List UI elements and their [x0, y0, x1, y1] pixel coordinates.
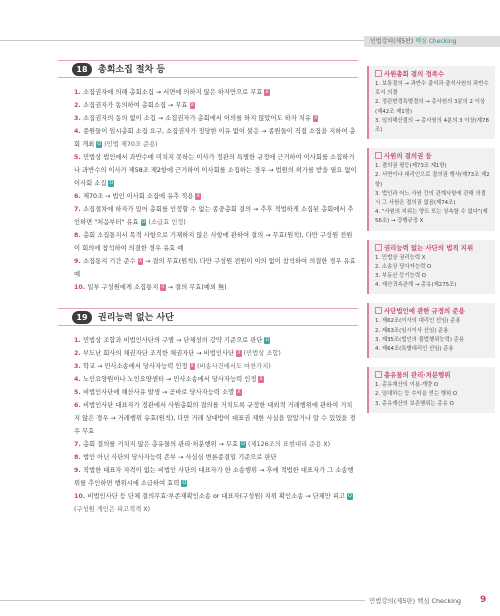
card-item: 1. 결의권 평등(제73조 제1항) — [375, 163, 447, 170]
item-text: 소집통지 기간 준수 — [82, 258, 138, 265]
list-item — [74, 86, 358, 99]
item-text: 비법인사단 등 단체 결의무효·부존재확인소송 or 대표자(구성원) 지위 확인소송 → 단체만 피고 — [87, 493, 347, 500]
correct-mark: O — [109, 180, 114, 186]
correct-mark: O — [241, 441, 246, 447]
header-book: 민법강의(제5판) — [370, 38, 414, 45]
incorrect-mark: X — [190, 102, 194, 108]
card-item: 3. 부동산 등기능력 O — [375, 273, 426, 280]
item-text: 민법상 조합과 비법인사단의 구별 → 단체성의 강약 기준으로 판단 — [82, 337, 265, 344]
list-item — [74, 125, 358, 151]
list-item — [74, 399, 358, 438]
card-item: 1. 민법상 권리능력 X — [375, 254, 426, 261]
item-number: 10. — [74, 284, 88, 291]
card-title-text: 사원의 결의권 등 — [384, 152, 432, 161]
header-rule — [0, 40, 365, 41]
card-item: 2. 정관변경특별결의 → 총사원의 3분의 2 이상(제42조 제1항) — [375, 99, 486, 115]
sidebar-card — [367, 240, 495, 295]
card-item: 1. 보통결의 → 과반수 출석과 출석사원의 과반수로서 의결 — [375, 81, 489, 97]
card-item: 1. 제62조(이사의 대리인 선임) 준용 — [375, 318, 461, 325]
card-title — [375, 69, 491, 80]
correct-mark: O — [141, 219, 146, 225]
item-text: 부도난 회사의 채권자단 조직한 채권자단 → 비법인사단 — [82, 350, 237, 357]
item-number: 8. — [74, 232, 83, 239]
footer-book: 민법강의(제5판) — [369, 597, 416, 605]
incorrect-mark: X — [196, 193, 200, 199]
list-item — [74, 112, 358, 125]
item-number: 7. — [74, 441, 83, 448]
list-item — [74, 99, 358, 112]
item-number: 5. — [74, 154, 83, 161]
item-text: 일부 구성원에게 소집통지 — [87, 284, 161, 291]
section-title: 총회소집 절차 등 — [98, 65, 166, 75]
item-number: 1. — [74, 337, 83, 344]
item-text: 총회 소집통지서 목적 사항으로 기재하지 않은 사항에 관하여 결의 → 무효(원칙), 다만 구성원 전원이 회의에 참석하여 의결한 경우 유효 예 — [74, 232, 353, 252]
sidebar-card — [367, 148, 495, 230]
item-number: 3. — [74, 115, 83, 122]
item-number: 10. — [74, 493, 88, 500]
card-item: 3. 임의해산결의 → 총사원의 4분의 3 이상(제78조) — [375, 117, 489, 134]
item-note: (민법상 조합) — [243, 350, 281, 357]
list-item — [74, 203, 358, 229]
list-item — [74, 386, 358, 399]
sidebar — [367, 66, 495, 422]
item-number: 5. — [74, 389, 83, 396]
item-number: 4. — [74, 376, 83, 383]
card-item: 4. "사원의 지위는 양도 또는 상속할 수 없다"(제56조) → 강행규정 X — [375, 209, 488, 225]
item-note: (비송사건에서도 마찬가지) — [196, 363, 271, 370]
list-item — [74, 373, 358, 386]
list-item — [74, 438, 358, 451]
card-title-text: 사단법인에 관한 규정의 준용 — [384, 307, 465, 316]
card-item: 2. 제63조(임시이사 선임) 준용 — [375, 327, 449, 334]
list-item — [74, 255, 358, 281]
correct-mark: O — [97, 141, 102, 147]
item-list — [58, 86, 358, 294]
item-number: 3. — [74, 363, 83, 370]
top-header-bar — [0, 36, 500, 46]
incorrect-mark: X — [138, 258, 143, 264]
card-item: 2. 서면이나 대리인으로 결의권 행사(제73조 제2항) — [375, 172, 490, 188]
correct-mark: O — [348, 493, 352, 499]
item-note: (구성원 개인은 피고적격 X) — [74, 506, 151, 513]
card-list — [375, 317, 491, 354]
item-number: 9. — [74, 258, 83, 265]
card-list — [375, 80, 491, 135]
incorrect-mark: X — [265, 89, 269, 95]
checkbox-icon — [375, 70, 382, 77]
card-title — [375, 243, 491, 254]
page-number: 9 — [480, 595, 487, 605]
card-item: 1. 총유재산의 이용·개량 O — [375, 382, 439, 389]
list-item — [74, 347, 358, 360]
incorrect-mark: X — [161, 284, 165, 290]
item-note: (소급효 인정) — [148, 219, 186, 226]
item-text: 제70조 → 법인 이사회 소집에 유추 적용 — [82, 193, 196, 200]
item-number: 6. — [74, 193, 83, 200]
item-text: 법인 아닌 사단의 당사자능력 존부 → 사실심 변론종결일 기준으로 판단 — [82, 454, 277, 461]
item-number: 2. — [74, 350, 83, 357]
item-note: (제126조의 표현대리 준용 X) — [248, 441, 331, 448]
item-text: 소집권자의 동의 없이 소집 → 소집권자가 총회에서 이의를 하지 않았어도 하자 치유 — [82, 115, 313, 122]
item-number: 9. — [74, 467, 83, 474]
checkbox-icon — [375, 307, 382, 314]
section-header — [58, 308, 358, 326]
item-text: 비법인사단에 해산사유 발생 → 곧바로 당사자능력 소멸 — [82, 389, 237, 396]
list-item — [74, 334, 358, 347]
card-item: 2. 임대하는 등 수익을 얻는 행위 O — [375, 391, 458, 398]
item-number: 8. — [74, 454, 83, 461]
sidebar-card — [367, 66, 495, 139]
section — [58, 60, 358, 294]
card-title — [375, 370, 491, 381]
item-number: 6. — [74, 402, 83, 409]
header-tag-text: 핵심 Checking — [415, 38, 457, 45]
section-header — [58, 60, 358, 78]
incorrect-mark: X — [259, 376, 263, 382]
main-content — [58, 60, 358, 530]
section-number: 18 — [72, 63, 92, 76]
card-item: 4. 재산귀속관계 → 총유(제275조) — [375, 282, 457, 289]
card-title-text: 권리능력 없는 사단의 법적 지위 — [384, 243, 474, 252]
sidebar-card — [367, 303, 495, 358]
item-text: 소집절차에 하자가 있어 총회를 인정할 수 없는 종중총회 결의 → 추후 적법하게 소집된 총회에서 추인하면 "처음부터" 유효 — [74, 206, 354, 226]
card-list — [375, 162, 491, 226]
item-text: 학교 → 민사소송에서 당사자능력 인정 — [82, 363, 190, 370]
card-item: 2. 소송상 당사자능력 O — [375, 263, 432, 270]
header-tag — [364, 36, 500, 47]
list-item — [74, 464, 358, 490]
item-number: 4. — [74, 128, 83, 135]
footer-text — [369, 596, 461, 606]
card-title-text: 총유물의 관리·처분행위 — [384, 371, 451, 380]
item-text: 민법상 법인에서 과반수에 미치지 못하는 이사가 정관의 특별한 규정에 근거하여 이사회를 소집하거나 과반수의 이사가 제58조 제2항에 근거하여 이사회를 소집하는 경우 → 법원의 허가를 받을 필요 없이 이사회 소집 — [74, 154, 357, 187]
item-text: 비법인사단 대표자가 정관에서 사원총회의 결의를 거치도록 규정한 대외적 거래행위에 관하여 거치지 않은 경우 → 거래행위 유효(원칙), 다만 거래 상대방이 대표권 제한 사실을 알았거나 알 수 있었을 경우 무효 — [74, 402, 356, 435]
checkbox-icon — [375, 371, 382, 378]
section — [58, 308, 358, 516]
footer-rule — [0, 600, 365, 601]
list-item — [74, 281, 358, 294]
card-item: 3. 제35조(법인의 불법행위능력) 준용 — [375, 336, 465, 343]
card-item: 4. 제64조(특별대리인 선임) 준용 — [375, 346, 454, 353]
item-text: 노인요양원이나 노인요양센터 → 민사소송에서 당사자능력 인정 — [82, 376, 259, 383]
item-note: (민법 제70조 준용) — [104, 141, 158, 148]
list-item — [74, 229, 358, 255]
card-list — [375, 381, 491, 409]
sidebar-card — [367, 367, 495, 413]
footer-tag: 핵심 Checking — [417, 597, 462, 605]
item-tail: → 결의 무효(예외 無) — [167, 284, 227, 291]
item-number: 1. — [74, 89, 83, 96]
correct-mark: O — [182, 480, 187, 486]
item-text: 직법한 대표자 자격이 없는 비법인 사단의 대표자가 한 소송행위 → 후에 적법한 대표자가 그 소송행위를 추인하면 행위시에 소급하여 효력 — [74, 467, 354, 487]
card-item: 3. 총유재산의 보존행위는 총유 O — [375, 400, 454, 407]
item-text: 소집권자에 의해 총회소집 → 서면에 의하지 않은 하자만으로 무효 — [82, 89, 265, 96]
footer — [0, 596, 500, 606]
checkbox-icon — [375, 152, 382, 159]
card-title — [375, 151, 491, 162]
item-number: 2. — [74, 102, 83, 109]
incorrect-mark: X — [314, 115, 318, 121]
incorrect-mark: X — [237, 350, 241, 356]
list-item — [74, 451, 358, 464]
list-item — [74, 360, 358, 373]
item-list — [58, 334, 358, 516]
list-item — [74, 151, 358, 190]
card-list — [375, 254, 491, 291]
item-text: 총회 결의를 거치지 않은 총유물의 관리·처분행위 → 무효 — [82, 441, 241, 448]
card-title-text: 사원총회 결의 정족수 — [384, 70, 445, 78]
section-title: 권리능력 없는 사단 — [98, 313, 174, 323]
item-text: 종원들이 임시총회 소집 요구, 소집권자가 정당한 이유 없이 불응 → 종원들이 직접 소집을 지하여 총회 개최 — [74, 128, 356, 148]
item-text: 소집권자가 동의하여 총회소집 → 무효 — [82, 102, 190, 109]
item-number: 7. — [74, 206, 83, 213]
card-title — [375, 306, 491, 317]
card-item: 3. 법인과 어느 사원 간의 관계사항에 관해 의결시 그 사원은 결의권 없음(제74조) — [375, 190, 486, 207]
incorrect-mark: X — [190, 363, 194, 369]
list-item — [74, 190, 358, 203]
item-tail: → 결의 무효(원칙), 다만 구성원 전원이 이의 없이 참석하여 의결한 경우 유효 예 — [74, 258, 356, 278]
incorrect-mark: X — [237, 389, 241, 395]
correct-mark: O — [265, 337, 270, 343]
checkbox-icon — [375, 244, 382, 251]
section-number: 19 — [72, 311, 92, 324]
list-item — [74, 490, 358, 516]
